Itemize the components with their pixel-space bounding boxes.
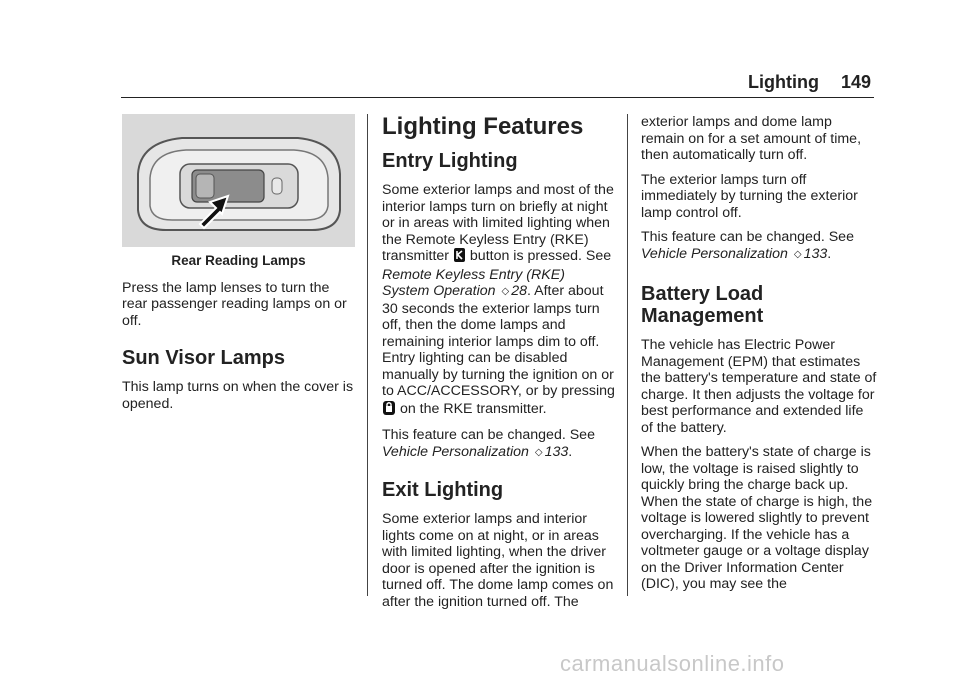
battery-paragraph-2: When the battery's state of charge is low, the voltage is raised slightly to quickly bring the charge back up. When the state of charge is high, the voltage is lowered slightly to prevent overcharging. If the vehicle has a voltmeter gauge or a voltage display on the Driver Information Center (DIC), you may see the (641, 444, 873, 592)
xref-icon: ◇ (793, 248, 802, 260)
exterior-lamps-off-text: The exterior lamps turn off immediately by turning the exterior lamp control off. (641, 171, 858, 221)
entry-feature-note (382, 427, 616, 461)
column-divider-left (367, 114, 368, 596)
feature-note-text: This feature can be changed. See (382, 427, 595, 443)
xref-icon: ◇ (534, 446, 543, 458)
rke-page-ref[interactable]: 28 (511, 283, 527, 299)
battery-heading-line2: Management (641, 305, 764, 327)
entry-text-part3: . After about 30 seconds the exterior lamps turn off, then the dome lamps and remaining interior lamps dim to off. Entry lighting can be disabled manually by turning the ignition on or to ACC/ACCESSORY, or by pressing (382, 283, 615, 399)
unlock-button-icon (454, 248, 465, 267)
exit-feature-note (641, 229, 877, 263)
feature-note-end: . (568, 443, 573, 460)
sun-visor-text: This lamp turns on when the cover is opened. (122, 379, 354, 412)
entry-text-part4: on the RKE transmitter. (399, 400, 547, 417)
left-column (122, 114, 355, 420)
battery-heading-line1: Battery Load (641, 283, 764, 305)
section-title: Lighting (748, 72, 819, 92)
lock-button-icon (383, 400, 395, 420)
vehicle-personalization-page-ref[interactable]: 133 (803, 245, 828, 262)
lighting-features-heading: Lighting Features (382, 113, 584, 140)
entry-lighting-text (382, 182, 616, 419)
vehicle-personalization-link[interactable]: Vehicle Personalization (382, 443, 529, 460)
vehicle-personalization-link[interactable]: Vehicle Personalization (641, 245, 788, 262)
watermark: carmanualsonline.info (560, 651, 785, 676)
sun-visor-heading: Sun Visor Lamps (122, 347, 286, 369)
rear-lamp-text: Press the lamp lenses to turn the rear passenger reading lamps on or off. (122, 279, 347, 329)
entry-text-part2: button is pressed. See (469, 248, 612, 264)
figure-caption: Rear Reading Lamps (171, 253, 306, 268)
feature-note-end: . (827, 245, 832, 262)
page-header (0, 72, 960, 96)
feature-note-text: This feature can be changed. See (641, 229, 854, 245)
exit-lighting-heading: Exit Lighting (382, 479, 504, 501)
exit-lighting-continued-text: exterior lamps and dome lamp remain on for a set amount of time, then automatically turn off. (641, 114, 862, 163)
page-number: 149 (841, 72, 872, 92)
header-rule (121, 97, 874, 98)
entry-text-part1: Some exterior lamps and most of the interior lamps turn on briefly at night or in areas with limited lighting when the Remote Keyless Entry (RKE) transmitter (382, 182, 614, 264)
vehicle-personalization-page-ref[interactable]: 133 (544, 443, 569, 460)
rear-reading-lamp-illustration (122, 114, 355, 247)
right-column (641, 114, 877, 601)
entry-lighting-heading: Entry Lighting (382, 150, 518, 172)
rke-operation-link[interactable]: Remote Keyless Entry (RKE) System Operation (382, 266, 565, 299)
rear-reading-lamp-figure (122, 114, 355, 247)
column-divider-right (627, 114, 628, 596)
xref-icon: ◇ (501, 286, 510, 297)
battery-paragraph-1: The vehicle has Electric Power Management (EPM) that estimates the battery's temperature and state of charge. It then adjusts the voltage for best performance and extended life of the battery. (641, 337, 877, 436)
middle-column (382, 114, 616, 618)
exit-lighting-text: Some exterior lamps and interior lights come on at night, or in areas with limited lighting, when the driver door is opened after the ignition is turned off. The dome lamp comes on after the ignition turned off. The (382, 511, 614, 610)
